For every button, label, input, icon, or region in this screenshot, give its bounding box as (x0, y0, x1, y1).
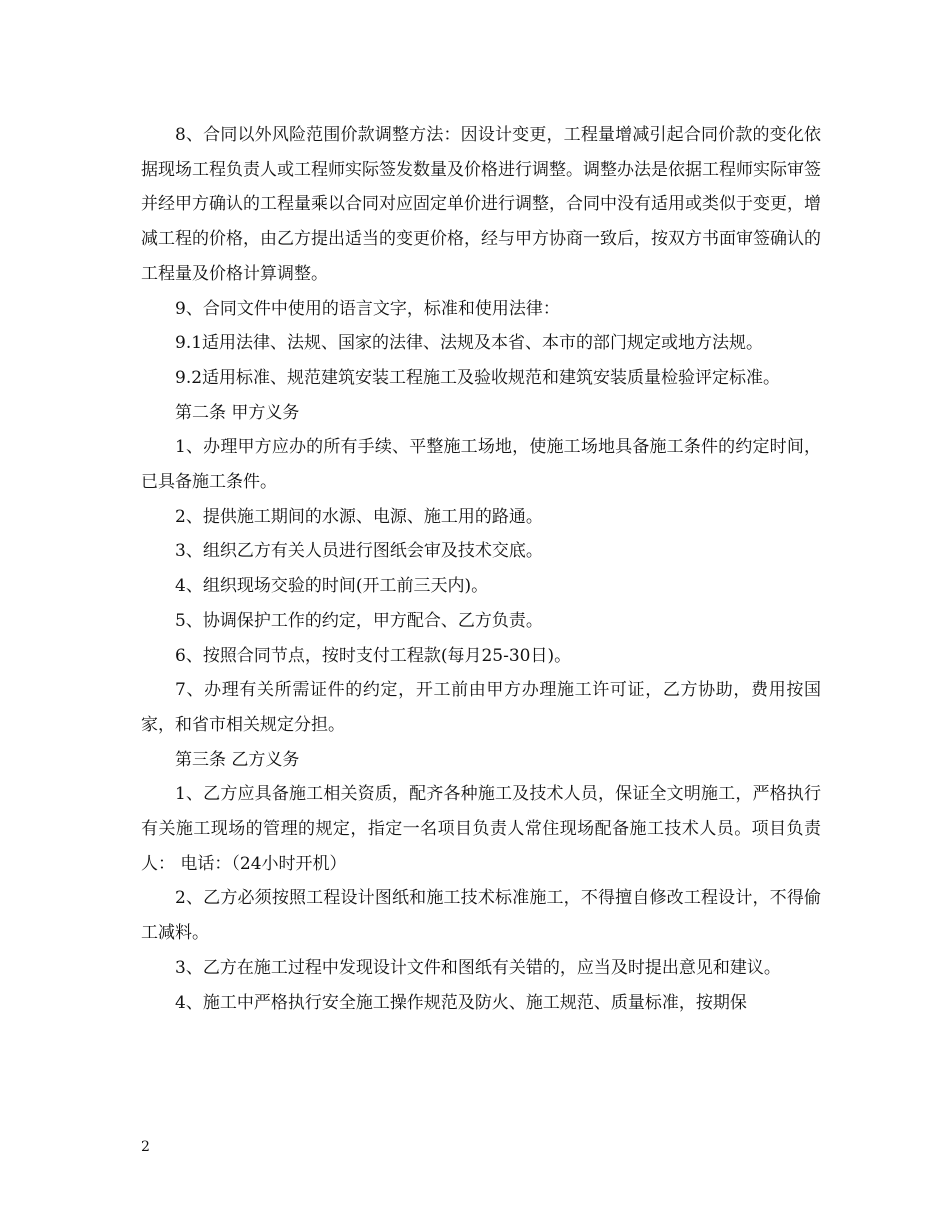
paragraph-party-a-6: 6、按照合同节点，按时支付工程款(每月25-30日)。 (175, 645, 572, 666)
paragraph-party-a-3: 3、组织乙方有关人员进行图纸会审及技术交底。 (175, 541, 543, 562)
page-number: 2 (141, 1139, 150, 1155)
paragraph-clause-8: 8、合同以外风险范围价款调整方法：因设计变更，工程量增减引起合同价款的变化依据现场工程负责人或工程师实际签发数量及价格进行调整。调整办法是依据工程师实际审签并经甲方确认的工程量乘以合同对应固定单价进行调整，合同中没有适用或类似于变更，增减工程的价格，由乙方提出适当的变更价格，经与甲方协商一致后，按双方书面审签确认的工程量及价格计算调整。 (141, 125, 821, 284)
paragraph-party-a-2: 2、提供施工期间的水源、电源、施工用的路通。 (175, 506, 543, 527)
paragraph-clause-9-1: 9.1适用法律、法规、国家的法律、法规及本省、本市的部门规定或地方法规。 (175, 333, 764, 354)
paragraph-party-a-5: 5、协调保护工作的约定，甲方配合、乙方负责。 (175, 610, 543, 631)
paragraph-party-a-4: 4、组织现场交验的时间(开工前三天内)。 (175, 576, 489, 597)
paragraph-party-b-4: 4、施工中严格执行安全施工操作规范及防火、施工规范、质量标准，按期保 (175, 992, 747, 1013)
paragraph-party-a-7: 7、办理有关所需证件的约定，开工前由甲方办理施工许可证，乙方协助，费用按国家，和省市相关规定分担。 (141, 680, 821, 735)
page-body (141, 118, 821, 1020)
paragraph-party-b-2: 2、乙方必须按照工程设计图纸和施工技术标准施工，不得擅自修改工程设计，不得偷工减料。 (141, 888, 821, 944)
paragraph-party-b-1: 1、乙方应具备施工相关资质，配齐各种施工及技术人员，保证全文明施工，严格执行有关施工现场的管理的规定，指定一名项目负责人常住现场配备施工技术人员。项目负责人： 电话：（24小时开机） (141, 784, 821, 874)
section-heading-party-b: 第三条 乙方义务 (175, 749, 300, 770)
paragraph-clause-9-2: 9.2适用标准、规范建筑安装工程施工及验收规范和建筑安装质量检验评定标准。 (175, 367, 781, 388)
paragraph-party-b-3: 3、乙方在施工过程中发现设计文件和图纸有关错的，应当及时提出意见和建议。 (175, 957, 781, 978)
paragraph-party-a-1: 1、办理甲方应办的所有手续、平整施工场地，使施工场地具备施工条件的约定时间，已具备施工条件。 (141, 437, 821, 493)
paragraph-clause-9: 9、合同文件中使用的语言文字，标准和使用法律： (175, 298, 560, 319)
section-heading-party-a: 第二条 甲方义务 (175, 402, 300, 423)
